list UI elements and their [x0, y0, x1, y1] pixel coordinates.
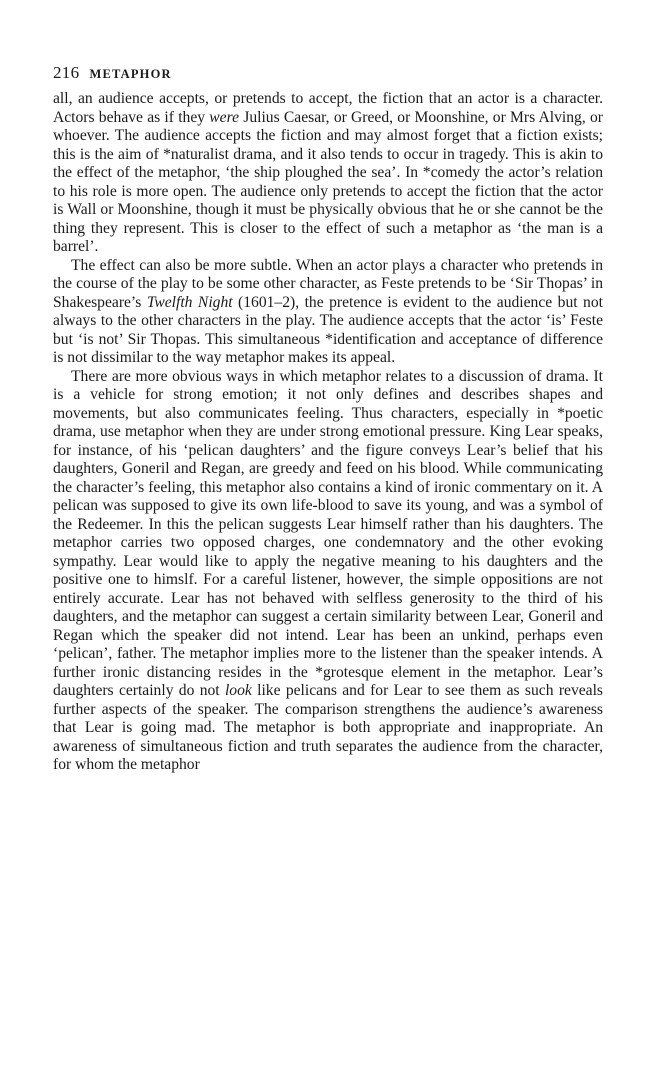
text-run: all, an audience accepts, or pretends to accept, the fiction that an actor is a character. Actors behave as if they: [53, 90, 603, 126]
page-number: 216: [53, 63, 80, 82]
text-run: like pelicans and for Lear to see them as such reveals further aspects of the speaker. The comparison strengthens the audience’s awareness that Lear is going mad. The metaphor is both appropriate and inappropriate. An awareness of simultaneous fiction and truth separates the audience from the character, for whom the metaphor: [53, 682, 603, 773]
text-run: (1601–2), the pretence is evident to the audience but not always to the other characters in the play. The audience accepts that the actor ‘is’ Feste but ‘is not’ Sir Thopas. This simultaneous *identification and acceptance of difference is not dissimilar to the way metaphor makes its appeal.: [53, 293, 603, 366]
italic-text: Twelfth Night: [146, 293, 233, 311]
text-run: Julius Caesar, or Greed, or Moonshine, or Mrs Alving, or whoever. The audience accepts the fiction and may almost forget that a fiction exists; this is the aim of *naturalist drama, and it also tends to occur in tragedy. This is akin to the effect of the metaphor, ‘the ship ploughed the sea’. In *comedy the actor’s relation to his role is more open. The audience only pretends to accept the fiction that the actor is Wall or Moonshine, though it must be physically obvious that he or she cannot be the thing they represent. This is closer to the effect of such a metaphor as ‘the man is a barrel’.: [53, 108, 603, 255]
paragraph: [53, 90, 603, 257]
italic-text: were: [209, 108, 240, 126]
paragraph: [53, 257, 603, 368]
italic-text: look: [224, 682, 252, 699]
book-page: [53, 62, 603, 775]
paragraph: [53, 368, 603, 775]
text-run: There are more obvious ways in which metaphor relates to a discussion of drama. It is a vehicle for strong emotion; it not only defines and describes shapes and movements, but also communicates feeling. Thus characters, especially in *poetic drama, use metaphor when they are under strong emotional pressure. King Lear speaks, for instance, of his ‘pelican daughters’ and the figure conveys Lear’s belief that his daughters, Goneril and Regan, are greedy and feed on his blood. While communicating the character’s feeling, this metaphor also contains a kind of ironic commentary on it. A pelican was supposed to give its own life-blood to save its young, and was a symbol of the Redeemer. In this the pelican suggests Lear himself rather than his daughters. The metaphor carries two opposed charges, one condemnatory and the other evoking sympathy. Lear would like to apply the negative meaning to his daughters and the positive one to himslf. For a careful listener, however, the simple oppositions are not entirely accurate. Lear has not behaved with selfless generosity to the third of his daughters, and the metaphor can suggest a certain similarity between Lear, Goneril and Regan which the speaker did not intend. Lear has been an unkind, perhaps even ‘pelican’, father. The metaphor implies more to the listener than the speaker intends. A further ironic distancing resides in the *grotesque element in the metaphor. Lear’s daughters certainly do not: [53, 367, 603, 699]
running-head: [53, 62, 603, 84]
running-head-title: METAPHOR: [89, 67, 172, 81]
text-run: The effect can also be more subtle. When an actor plays a character who pretends in the course of the play to be some other character, as Feste pretends to be ‘Sir Thopas’ in Shakespeare’s: [53, 256, 603, 311]
body-text: [53, 90, 603, 775]
